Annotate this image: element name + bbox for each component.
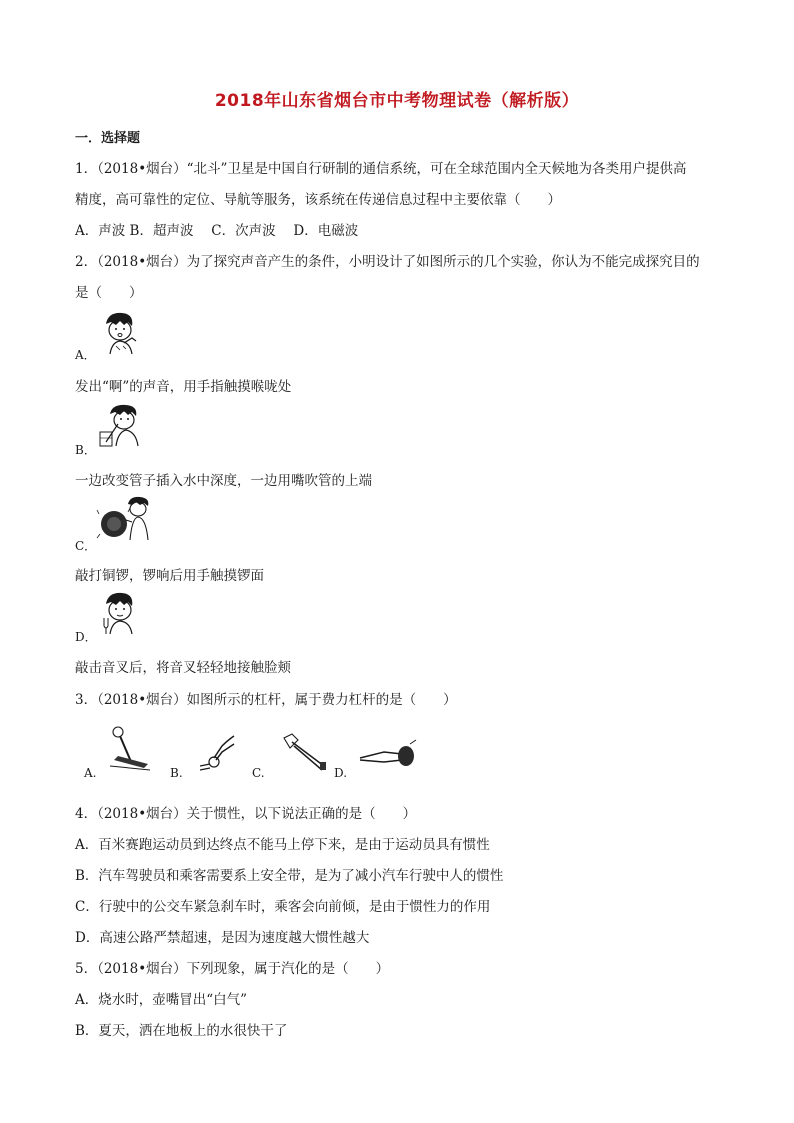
q4-option-c: C．行驶中的公交车紧急刹车时，乘客会向前倾，是由于惯性力的作用 [75,899,491,915]
q2-line2: 是（ ） [75,285,143,301]
q1-line1: 1．（2018•烟台）“北斗”卫星是中国自行研制的通信系统，可在全球范围内全天候地为各类用户提供高 [75,161,687,177]
q5-line1: 5．（2018•烟台）下列现象，属于汽化的是（ ） [75,961,390,977]
q2-option-b-label: B． [75,443,96,457]
tuning-fork-face-image [96,590,144,636]
q2-option-a-label: A． [75,348,96,362]
q5-option-a: A．烧水时，壶嘴冒出“白气” [75,992,248,1008]
lever-tweezers-image [276,728,332,774]
q2-option-d-text: 敲击音叉后，将音叉轻轻地接触脸颊 [75,660,291,676]
lever-pliers-image [104,724,158,774]
q3-option-a-label: A. [84,766,97,780]
q2-option-a-text: 发出“啊”的声音，用手指触摸喉咙处 [75,379,292,395]
q3-option-b-label: B. [170,766,183,780]
q1-options: A．声波 B．超声波 C．次声波 D．电磁波 [75,223,359,239]
boy-touching-throat-image [96,310,144,356]
q3-option-d-label: D. [334,766,348,780]
q4-option-d: D．高速公路严禁超速，是因为速度越大惯性越大 [75,930,370,946]
boy-blowing-tube-image [96,402,144,448]
q2-option-c-label: C． [75,539,97,553]
q2-option-b-text: 一边改变管子插入水中深度，一边用嘴吹管的上端 [75,473,372,489]
q2-option-d-label: D． [75,630,97,644]
q2-option-c-text: 敲打铜锣，锣响后用手触摸锣面 [75,568,264,584]
q4-option-a: A．百米赛跑运动员到达终点不能马上停下来，是由于运动员具有惯性 [75,837,490,853]
q4-option-b: B．汽车驾驶员和乘客需要系上安全带，是为了减小汽车行驶中人的惯性 [75,868,504,884]
section-heading: 一．选择题 [75,131,141,146]
q2-line1: 2．（2018•烟台）为了探究声音产生的条件，小明设计了如图所示的几个实验，你认为不能完成探究目的 [75,254,700,270]
q4-line1: 4．（2018•烟台）关于惯性，以下说法正确的是（ ） [75,806,417,822]
q5-option-b: B．夏天，洒在地板上的水很快干了 [75,1023,288,1039]
q3-option-c-label: C. [252,766,265,780]
q3-line1: 3．（2018•烟台）如图所示的杠杆，属于费力杠杆的是（ ） [75,692,457,708]
lever-scissors-image [356,738,420,774]
lever-nutcracker-image [194,730,240,774]
q1-line2: 精度，高可靠性的定位、导航等服务，该系统在传递信息过程中主要依靠（ ） [75,192,561,208]
gong-striking-image [96,494,152,542]
page-title: 2018年山东省烟台市中考物理试卷（解析版） [214,91,580,111]
